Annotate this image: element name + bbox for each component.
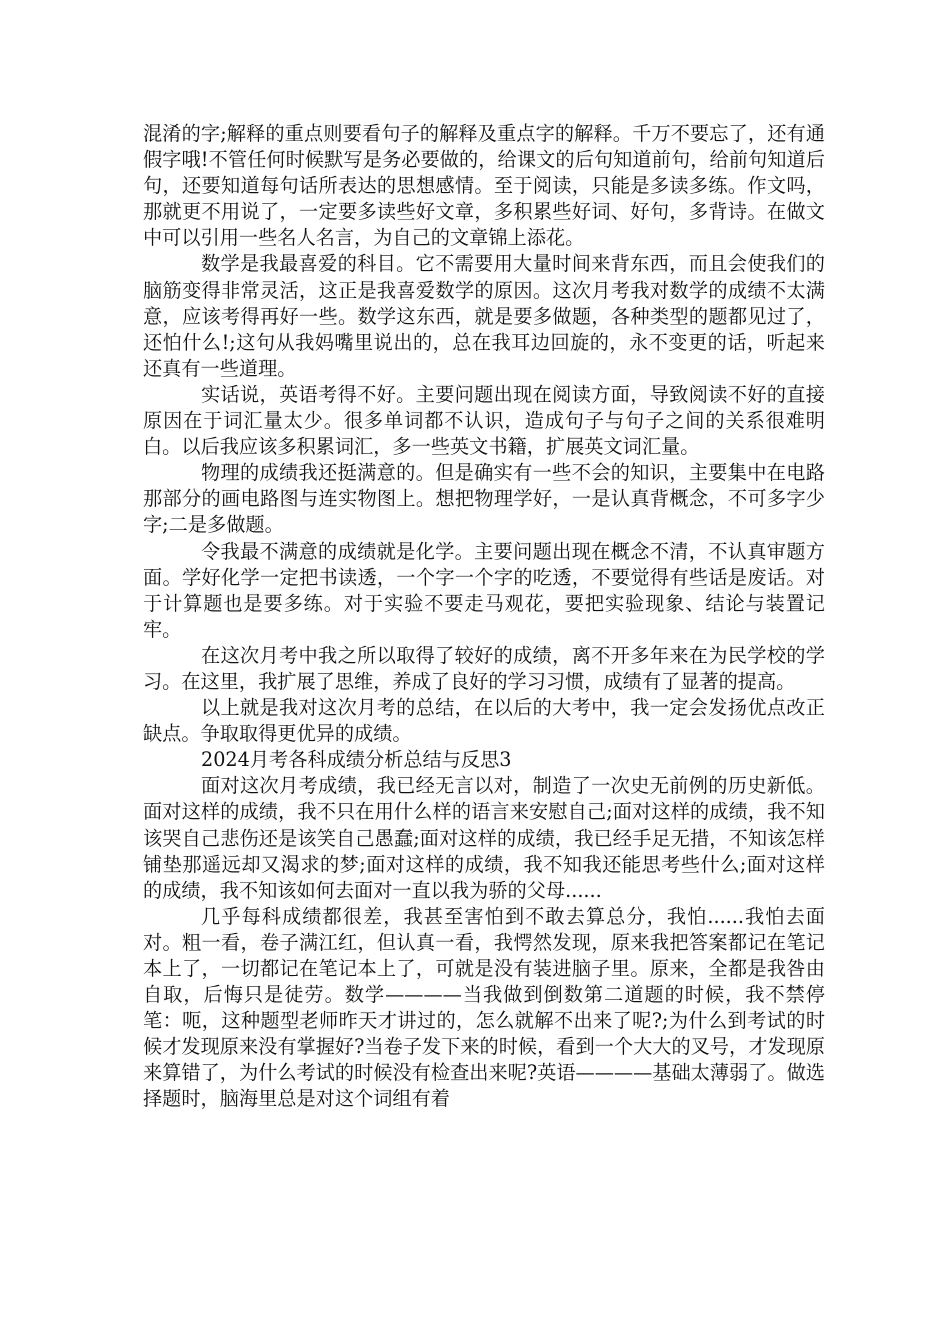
paragraph-reflection-intro: 面对这次月考成绩，我已经无言以对，制造了一次史无前例的历史新低。面对这样的成绩，我不只在用什么样的语言来安慰自己;面对这样的成绩，我不知该哭自己悲伤还是该笑自己愚蠢;面对这样的成绩，我已经手足无措，不知该怎样铺垫那遥远却又渴求的梦;面对这样的成绩，我不知我还能思考些什么;面对这样的成绩，我不知该如何去面对一直以我为骄的父母......	[143, 774, 825, 902]
document-body	[143, 121, 825, 1113]
paragraph-school: 在这次月考中我之所以取得了较好的成绩，离不开多年来在为民学校的学习。在这里，我扩展了思维，养成了良好的学习习惯，成绩有了显著的提高。	[143, 643, 825, 693]
paragraph-english: 实话说，英语考得不好。主要问题出现在阅读方面，导致阅读不好的直接原因在于词汇量太少。很多单词都不认识，造成句子与句子之间的关系很难明白。以后我应该多积累词汇，多一些英文书籍，扩展英文词汇量。	[143, 382, 825, 459]
paragraph-math: 数学是我最喜爱的科目。它不需要用大量时间来背东西，而且会使我们的脑筋变得非常灵活，这正是我喜爱数学的原因。这次月考我对数学的成绩不太满意，应该考得再好一些。数学这东西，就是要多做题，各种类型的题都见过了，还怕什么!;这句从我妈嘴里说出的，总在我耳边回旋的，永不变更的话，听起来还真有一些道理。	[143, 252, 825, 380]
paragraph-reflection-subjects: 几乎每科成绩都很差，我甚至害怕到不敢去算总分，我怕......我怕去面对。粗一看，卷子满江红，但认真一看，我愕然发现，原来我把答案都记在笔记本上了，一切都记在笔记本上了，可就是没有装进脑子里。原来，全都是我咎由自取，后悔只是徒劳。数学————当我做到倒数第二道题的时候，我不禁停笔：呃，这种题型老师昨天才讲过的，怎么就解不出来了呢?;为什么到考试的时候才发现原来没有掌握好?当卷子发下来的时候，看到一个大大的叉号，才发现原来算错了，为什么考试的时候没有检查出来呢?英语————基础太薄弱了。做选择题时，脑海里总是对这个词组有着	[143, 904, 825, 1111]
paragraph-chemistry: 令我最不满意的成绩就是化学。主要问题出现在概念不清，不认真审题方面。学好化学一定把书读透，一个字一个字的吃透，不要觉得有些话是废话。对于计算题也是要多练。对于实验不要走马观花，要把实验现象、结论与装置记牢。	[143, 539, 825, 641]
paragraph-physics: 物理的成绩我还挺满意的。但是确实有一些不会的知识，主要集中在电路那部分的画电路图与连实物图上。想把物理学好，一是认真背概念，不可多字少字;二是多做题。	[143, 461, 825, 537]
paragraph-chinese-study: 混淆的字;解释的重点则要看句子的解释及重点字的解释。千万不要忘了，还有通假字哦!不管任何时候默写是务必要做的，给课文的后句知道前句，给前句知道后句，还要知道每句话所表达的思想感情。至于阅读，只能是多读多练。作文吗，那就更不用说了，一定要多读些好文章，多积累些好词、好句，多背诗。在做文中可以引用一些名人名言，为自己的文章锦上添花。	[143, 122, 825, 250]
paragraph-summary: 以上就是我对这次月考的总结，在以后的大考中，我一定会发扬优点改正缺点。争取取得更优异的成绩。	[143, 696, 825, 746]
section-heading: 2024月考各科成绩分析总结与反思3	[201, 748, 512, 772]
